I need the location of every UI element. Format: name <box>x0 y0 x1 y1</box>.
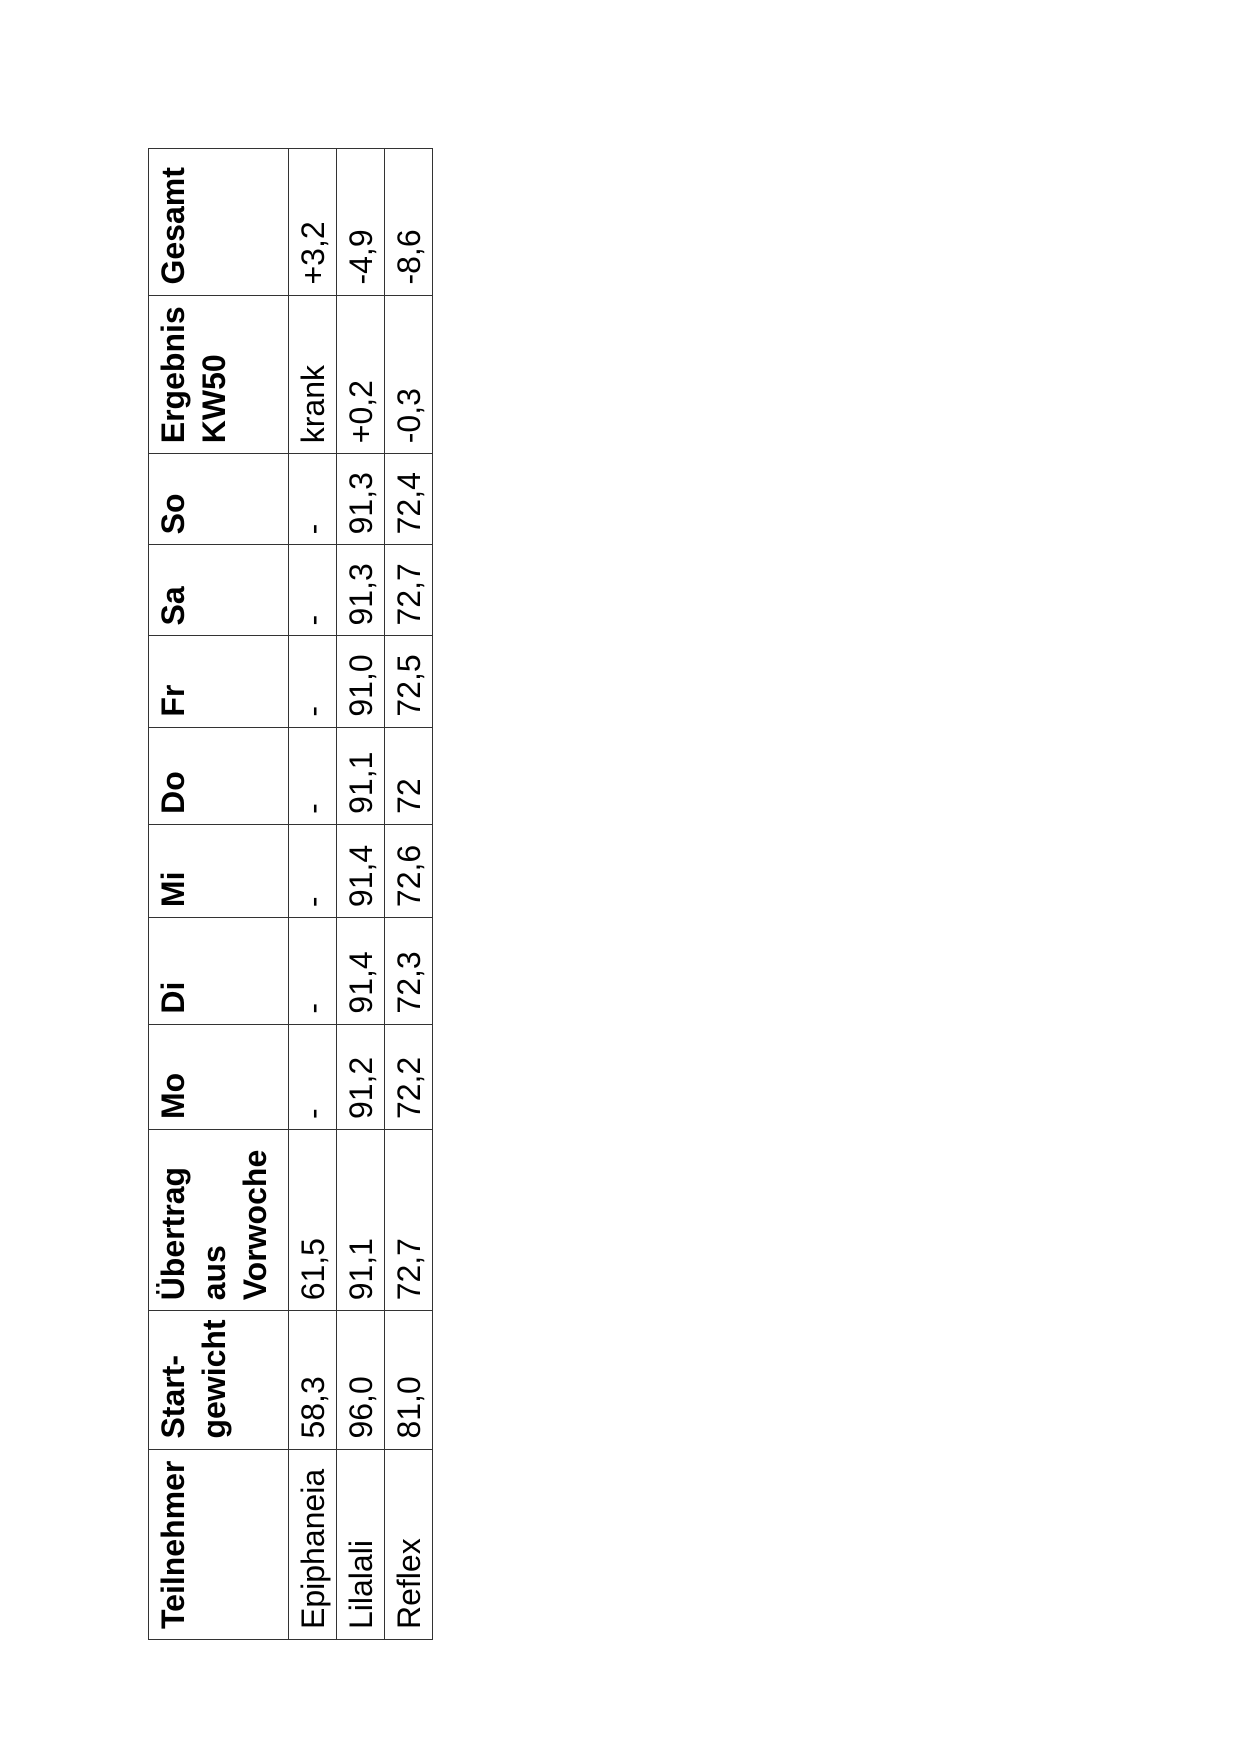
header-mo: Mo <box>149 1024 289 1129</box>
cell-mo: 72,2 <box>385 1024 433 1129</box>
cell-startgewicht: 81,0 <box>385 1311 433 1449</box>
cell-sa: - <box>289 545 337 636</box>
cell-do: 72 <box>385 727 433 824</box>
header-startgewicht: Start- gewicht <box>149 1311 289 1449</box>
cell-mi: - <box>289 824 337 917</box>
header-teilnehmer: Teilnehmer <box>149 1449 289 1639</box>
cell-startgewicht: 96,0 <box>337 1311 385 1449</box>
header-mi: Mi <box>149 824 289 917</box>
cell-di: 72,3 <box>385 918 433 1025</box>
cell-gesamt: -8,6 <box>385 149 433 296</box>
cell-do: 91,1 <box>337 727 385 824</box>
cell-sa: 72,7 <box>385 545 433 636</box>
rotated-table-container <box>148 148 430 1640</box>
cell-participant: Epiphaneia <box>289 1449 337 1639</box>
header-sa: Sa <box>149 545 289 636</box>
cell-so: 72,4 <box>385 454 433 545</box>
cell-ergebnis: +0,2 <box>337 295 385 454</box>
cell-fr: 91,0 <box>337 636 385 727</box>
cell-sa: 91,3 <box>337 545 385 636</box>
header-uebertrag: Übertrag aus Vorwoche <box>149 1130 289 1311</box>
header-ergebnis-kw50: Ergebnis KW50 <box>149 295 289 454</box>
cell-participant: Reflex <box>385 1449 433 1639</box>
table-row <box>289 149 337 1640</box>
cell-so: 91,3 <box>337 454 385 545</box>
table-row <box>385 149 433 1640</box>
cell-ergebnis: krank <box>289 295 337 454</box>
cell-mo: 91,2 <box>337 1024 385 1129</box>
header-di: Di <box>149 918 289 1025</box>
cell-participant: Lilalali <box>337 1449 385 1639</box>
header-fr: Fr <box>149 636 289 727</box>
table-row <box>337 149 385 1640</box>
cell-mi: 72,6 <box>385 824 433 917</box>
header-gesamt: Gesamt <box>149 149 289 296</box>
header-row <box>149 149 289 1640</box>
cell-uebertrag: 91,1 <box>337 1130 385 1311</box>
cell-fr: 72,5 <box>385 636 433 727</box>
cell-di: 91,4 <box>337 918 385 1025</box>
cell-di: - <box>289 918 337 1025</box>
cell-gesamt: -4,9 <box>337 149 385 296</box>
cell-uebertrag: 61,5 <box>289 1130 337 1311</box>
cell-do: - <box>289 727 337 824</box>
cell-mo: - <box>289 1024 337 1129</box>
weight-table <box>148 148 433 1640</box>
header-do: Do <box>149 727 289 824</box>
cell-so: - <box>289 454 337 545</box>
cell-startgewicht: 58,3 <box>289 1311 337 1449</box>
cell-gesamt: +3,2 <box>289 149 337 296</box>
cell-ergebnis: -0,3 <box>385 295 433 454</box>
cell-fr: - <box>289 636 337 727</box>
header-so: So <box>149 454 289 545</box>
cell-mi: 91,4 <box>337 824 385 917</box>
cell-uebertrag: 72,7 <box>385 1130 433 1311</box>
